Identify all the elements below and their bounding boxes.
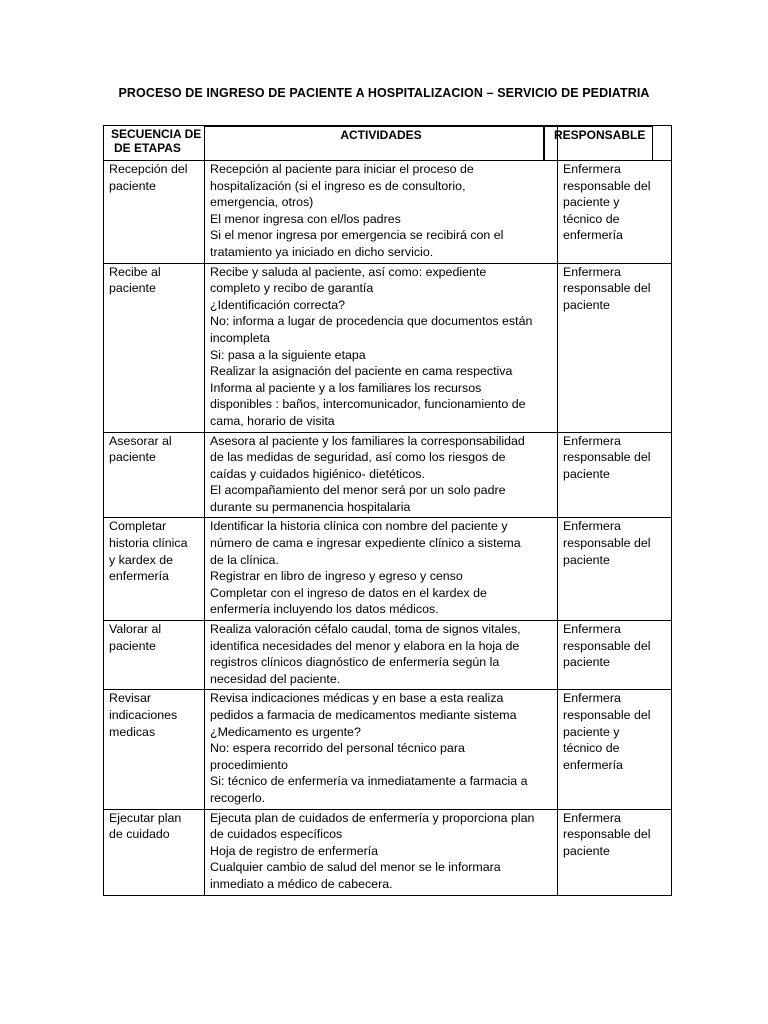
actividades-line: recogerlo. [210,790,266,805]
document-title: PROCESO DE INGRESO DE PACIENTE A HOSPITALIZACION – SERVICIO DE PEDIATRIA [118,86,650,100]
actividades-line: emergencia, otros) [210,195,314,210]
actividades-line: hospitalización (si el ingreso es de consultorio, [210,178,466,193]
actividades-cell [205,432,558,518]
header-etapas-cell [104,126,205,161]
etapa-cell [104,518,205,621]
responsable-line: Enfermera [563,162,621,176]
actividades-line: identifica necesidades del menor y elabora en la hoja de [210,638,520,653]
etapa-line: medicas [109,724,156,739]
etapa-line: Recibe al [109,264,161,279]
responsable-line: paciente [563,297,610,312]
responsable-line: Enfermera [563,264,621,279]
responsable-cell [558,263,672,432]
etapa-cell [104,809,205,895]
etapa-line: Ejecutar plan [109,810,182,825]
responsable-line: técnico de [563,741,620,756]
responsable-line: Enfermera [563,810,621,825]
actividades-line: Hoja de registro de enfermería [210,843,379,858]
header-responsable-box [543,126,653,161]
actividades-line: tratamiento ya iniciado en dicho servicio. [210,244,434,259]
etapa-cell [104,432,205,518]
etapa-line: de cuidado [109,827,170,842]
responsable-line: paciente [563,466,610,481]
etapa-line: enfermería [109,569,169,584]
actividades-line: Asesora al paciente y los familiares la corresponsabilidad [210,433,525,448]
responsable-line: responsable del [563,536,651,551]
actividades-line: de la clínica. [210,552,279,567]
table-row [104,432,672,518]
responsable-cell [558,518,672,621]
etapa-line: paciente [109,638,156,653]
actividades-line: Realiza valoración céfalo caudal, toma de signos vitales, [210,622,521,637]
responsable-line: Enfermera [563,433,621,448]
actividades-line: Recepción al paciente para iniciar el proceso de [210,162,474,176]
actividades-line: No: informa a lugar de procedencia que documentos están [210,314,533,329]
actividades-line: ¿Identificación correcta? [210,297,345,312]
etapa-cell [104,161,205,264]
actividades-line: Recibe y saluda al paciente, así como: expediente [210,264,487,279]
responsable-line: paciente y [563,724,620,739]
actividades-line: completo y recibo de garantía [210,281,374,296]
responsable-cell [558,621,672,690]
table-row [104,263,672,432]
actividades-line: Completar con el ingreso de datos en el kardex de [210,585,487,600]
table-row [104,809,672,895]
actividades-line: Informa al paciente y a los familiares los recursos [210,380,482,395]
responsable-line: responsable del [563,708,651,722]
etapa-line: Revisar [109,691,151,706]
etapa-line: y kardex de [109,552,174,567]
etapa-line: Valorar al [109,622,162,637]
actividades-line: Ejecuta plan de cuidados de enfermería y proporciona plan [210,810,535,825]
actividades-cell [205,621,558,690]
actividades-cell [205,690,558,809]
actividades-line: durante su permanencia hospitalaria [210,499,411,514]
actividades-line: pedidos a farmacia de medicamentos mediante sistema [210,708,517,722]
actividades-line: Si: pasa a la siguiente etapa [210,347,366,362]
actividades-line: Revisa indicaciones médicas y en base a esta realiza [210,691,504,706]
responsable-line: responsable del [563,450,651,465]
responsable-line: paciente y [563,195,620,210]
header-actividades: ACTIVIDADES [340,128,422,142]
header-inner-box [204,126,545,161]
actividades-line: de las medidas de seguridad, así como los riesgos de [210,450,506,465]
responsable-line: técnico de [563,211,620,226]
etapa-line: paciente [109,281,156,296]
responsable-line: Enfermera [563,519,621,534]
actividades-cell [205,809,558,895]
etapa-line: Asesorar al [109,433,172,448]
actividades-cell [205,161,558,264]
responsable-line: paciente [563,843,610,858]
actividades-line: Registrar en libro de ingreso y egreso y censo [210,569,463,584]
actividades-line: número de cama e ingresar expediente clínico a sistema [210,536,521,551]
actividades-line: Cualquier cambio de salud del menor se le informara [210,860,501,875]
actividades-line: enfermería incluyendo los datos médicos. [210,602,439,617]
actividades-line: Realizar la asignación del paciente en cama respectiva [210,364,513,379]
actividades-line: procedimiento [210,757,288,772]
etapa-line: indicaciones [109,708,178,722]
etapa-line: Completar [109,519,167,534]
process-table [103,125,672,896]
responsable-line: responsable del [563,827,651,842]
etapa-line: paciente [109,178,156,193]
actividades-line: No: espera recorrido del personal técnico para [210,741,465,756]
etapa-line: Recepción del [109,162,188,176]
actividades-line: necesidad del paciente. [210,671,341,686]
responsable-line: Enfermera [563,691,621,706]
actividades-line: El menor ingresa con el/los padres [210,211,401,226]
actividades-line: Si el menor ingresa por emergencia se recibirá con el [210,228,504,243]
header-etapas-line1: SECUENCIA DE [111,127,202,141]
responsable-line: paciente [563,552,610,567]
actividades-line: cama, horario de visita [210,413,335,428]
responsable-cell [558,809,672,895]
actividades-line: registros clínicos diagnóstico de enfermería según la [210,655,500,670]
actividades-line: Si: técnico de enfermería va inmediatamente a farmacia a [210,774,528,789]
header-etapas-line2: DE ETAPAS [114,141,181,155]
responsable-line: responsable del [563,638,651,653]
responsable-line: Enfermera [563,622,621,637]
actividades-line: Identificar la historia clínica con nombre del paciente y [210,519,508,534]
etapa-cell [104,621,205,690]
etapa-cell [104,690,205,809]
responsable-line: responsable del [563,178,651,193]
actividades-line: caídas y cuidados higiénico- dietéticos. [210,466,425,481]
table-row [104,161,672,264]
actividades-line: El acompañamiento del menor será por un solo padre [210,483,506,498]
responsable-line: paciente [563,655,610,670]
header-actividades-cell [205,126,558,161]
responsable-cell [558,432,672,518]
actividades-line: inmediato a médico de cabecera. [210,876,393,891]
actividades-line: de cuidados específicos [210,827,343,842]
table-header-row [104,126,672,161]
actividades-line: disponibles : baños, intercomunicador, funcionamiento de [210,397,526,412]
responsable-line: responsable del [563,281,651,296]
header-responsable: RESPONSABLE [554,128,646,142]
table-row [104,690,672,809]
responsable-line: enfermería [563,228,623,243]
responsable-cell [558,690,672,809]
table-row [104,518,672,621]
etapa-cell [104,263,205,432]
responsable-line: enfermería [563,757,623,772]
actividades-line: incompleta [210,330,270,345]
etapa-line: historia clínica [109,536,188,551]
responsable-cell [558,161,672,264]
actividades-line: ¿Medicamento es urgente? [210,724,361,739]
etapa-line: paciente [109,450,156,465]
header-responsable-cell [554,126,672,161]
table-row [104,621,672,690]
actividades-cell [205,263,558,432]
actividades-cell [205,518,558,621]
